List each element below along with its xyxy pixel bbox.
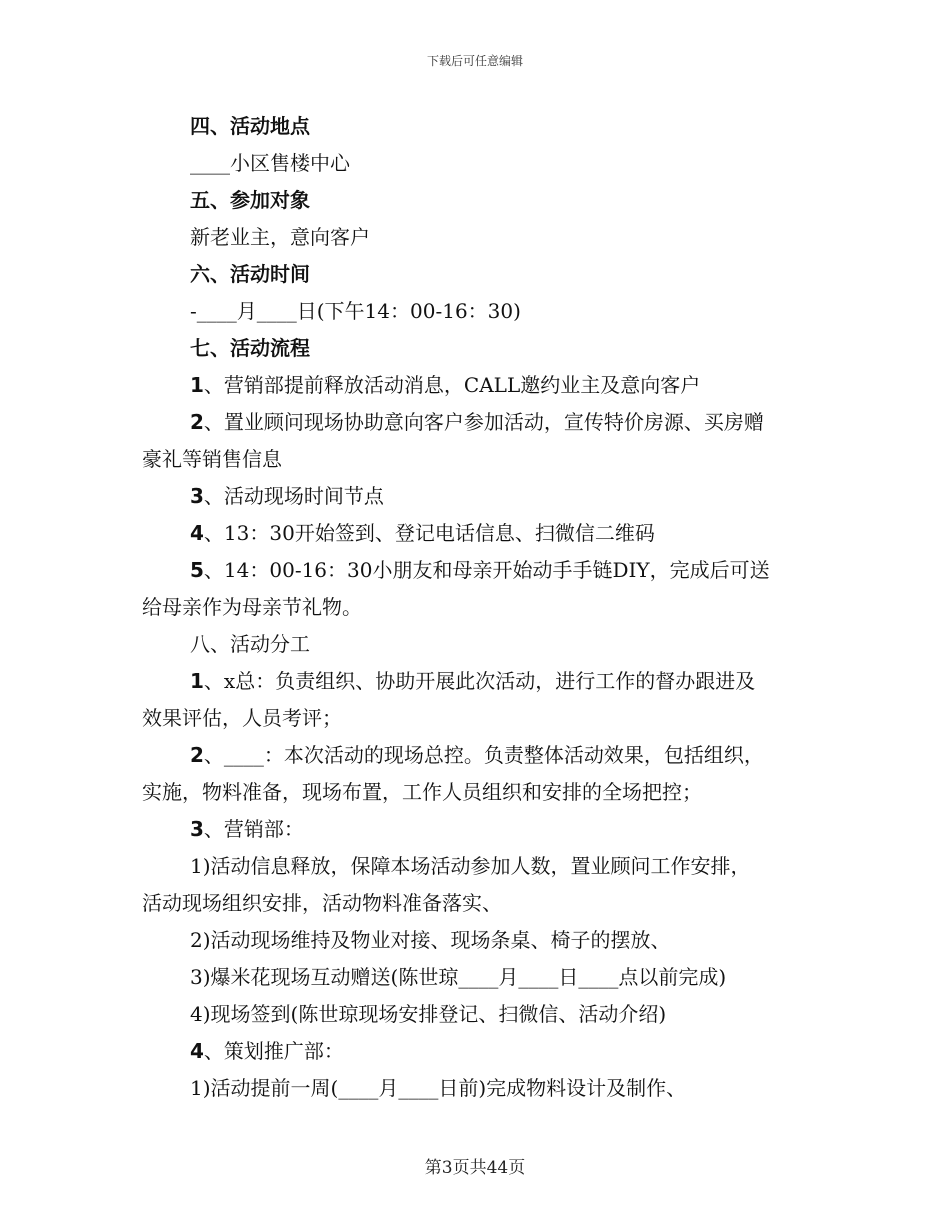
paragraph-participants: 新老业主，意向客户 bbox=[190, 225, 370, 249]
item-text: 、x总：负责组织、协助开展此次活动，进行工作的督办跟进及 bbox=[203, 669, 756, 693]
section-heading-division: 八、活动分工 bbox=[190, 632, 310, 656]
process-item-2 bbox=[142, 404, 812, 441]
paragraph-location: ____小区售楼中心 bbox=[190, 151, 350, 175]
item-number: 1 bbox=[190, 373, 204, 397]
division-item-4 bbox=[142, 1033, 812, 1070]
sub-item-4-1: 1)活动提前一周(____月____日前)完成物料设计及制作、 bbox=[190, 1076, 687, 1100]
process-item-4 bbox=[142, 515, 812, 552]
process-item-5 bbox=[142, 552, 812, 589]
process-item-3 bbox=[142, 478, 812, 515]
item-number: 3 bbox=[190, 484, 204, 508]
section-heading-time: 六、活动时间 bbox=[190, 262, 310, 286]
item-text: 、营销部： bbox=[203, 817, 304, 841]
process-item-5-continued: 给母亲作为母亲节礼物。 bbox=[142, 595, 362, 619]
item-text: 、置业顾问现场协助意向客户参加活动，宣传特价房源、买房赠 bbox=[203, 410, 764, 434]
division-item-3 bbox=[142, 811, 812, 848]
item-text: 、策划推广部： bbox=[203, 1039, 344, 1063]
section-heading-location: 四、活动地点 bbox=[190, 114, 310, 138]
sub-item-3-4: 4)现场签到(陈世琼现场安排登记、扫微信、活动介绍) bbox=[190, 1002, 667, 1026]
item-text: 、14：00-16：30小朋友和母亲开始动手手链DIY，完成后可送 bbox=[203, 558, 770, 582]
item-text: 、____：本次活动的现场总控。负责整体活动效果，包括组织， bbox=[203, 743, 764, 767]
sub-item-3-2: 2)活动现场维持及物业对接、现场条桌、椅子的摆放、 bbox=[190, 928, 671, 952]
item-text: 、活动现场时间节点 bbox=[203, 484, 384, 508]
sub-item-3-1: 1)活动信息释放，保障本场活动参加人数，置业顾问工作安排， bbox=[190, 854, 751, 878]
section-heading-process: 七、活动流程 bbox=[190, 336, 310, 360]
division-item-1 bbox=[142, 663, 812, 700]
sub-item-3-3: 3)爆米花现场互动赠送(陈世琼____月____日____点以前完成) bbox=[190, 965, 727, 989]
item-number: 2 bbox=[190, 410, 204, 434]
item-number: 4 bbox=[190, 521, 204, 545]
item-text: 、营销部提前释放活动消息，CALL邀约业主及意向客户 bbox=[203, 373, 701, 397]
page-header: 下载后可任意编辑 bbox=[426, 54, 523, 68]
item-number: 3 bbox=[190, 817, 204, 841]
process-item-2-continued: 豪礼等销售信息 bbox=[142, 447, 282, 471]
sub-item-3-1-continued: 活动现场组织安排，活动物料准备落实、 bbox=[142, 891, 502, 915]
item-number: 2 bbox=[190, 743, 204, 767]
process-item-1 bbox=[142, 367, 812, 404]
item-number: 5 bbox=[190, 558, 204, 582]
item-text: 、13：30开始签到、登记电话信息、扫微信二维码 bbox=[203, 521, 655, 545]
item-number: 1 bbox=[190, 669, 204, 693]
document-body bbox=[142, 108, 812, 1107]
paragraph-time: -____月____日(下午14：00-16：30) bbox=[190, 299, 521, 323]
section-heading-participants: 五、参加对象 bbox=[190, 188, 310, 212]
division-item-2 bbox=[142, 737, 812, 774]
division-item-1-continued: 效果评估，人员考评； bbox=[142, 706, 342, 730]
page-footer: 第3页共44页 bbox=[424, 1158, 526, 1178]
division-item-2-continued: 实施，物料准备，现场布置，工作人员组织和安排的全场把控； bbox=[142, 780, 702, 804]
item-number: 4 bbox=[190, 1039, 204, 1063]
